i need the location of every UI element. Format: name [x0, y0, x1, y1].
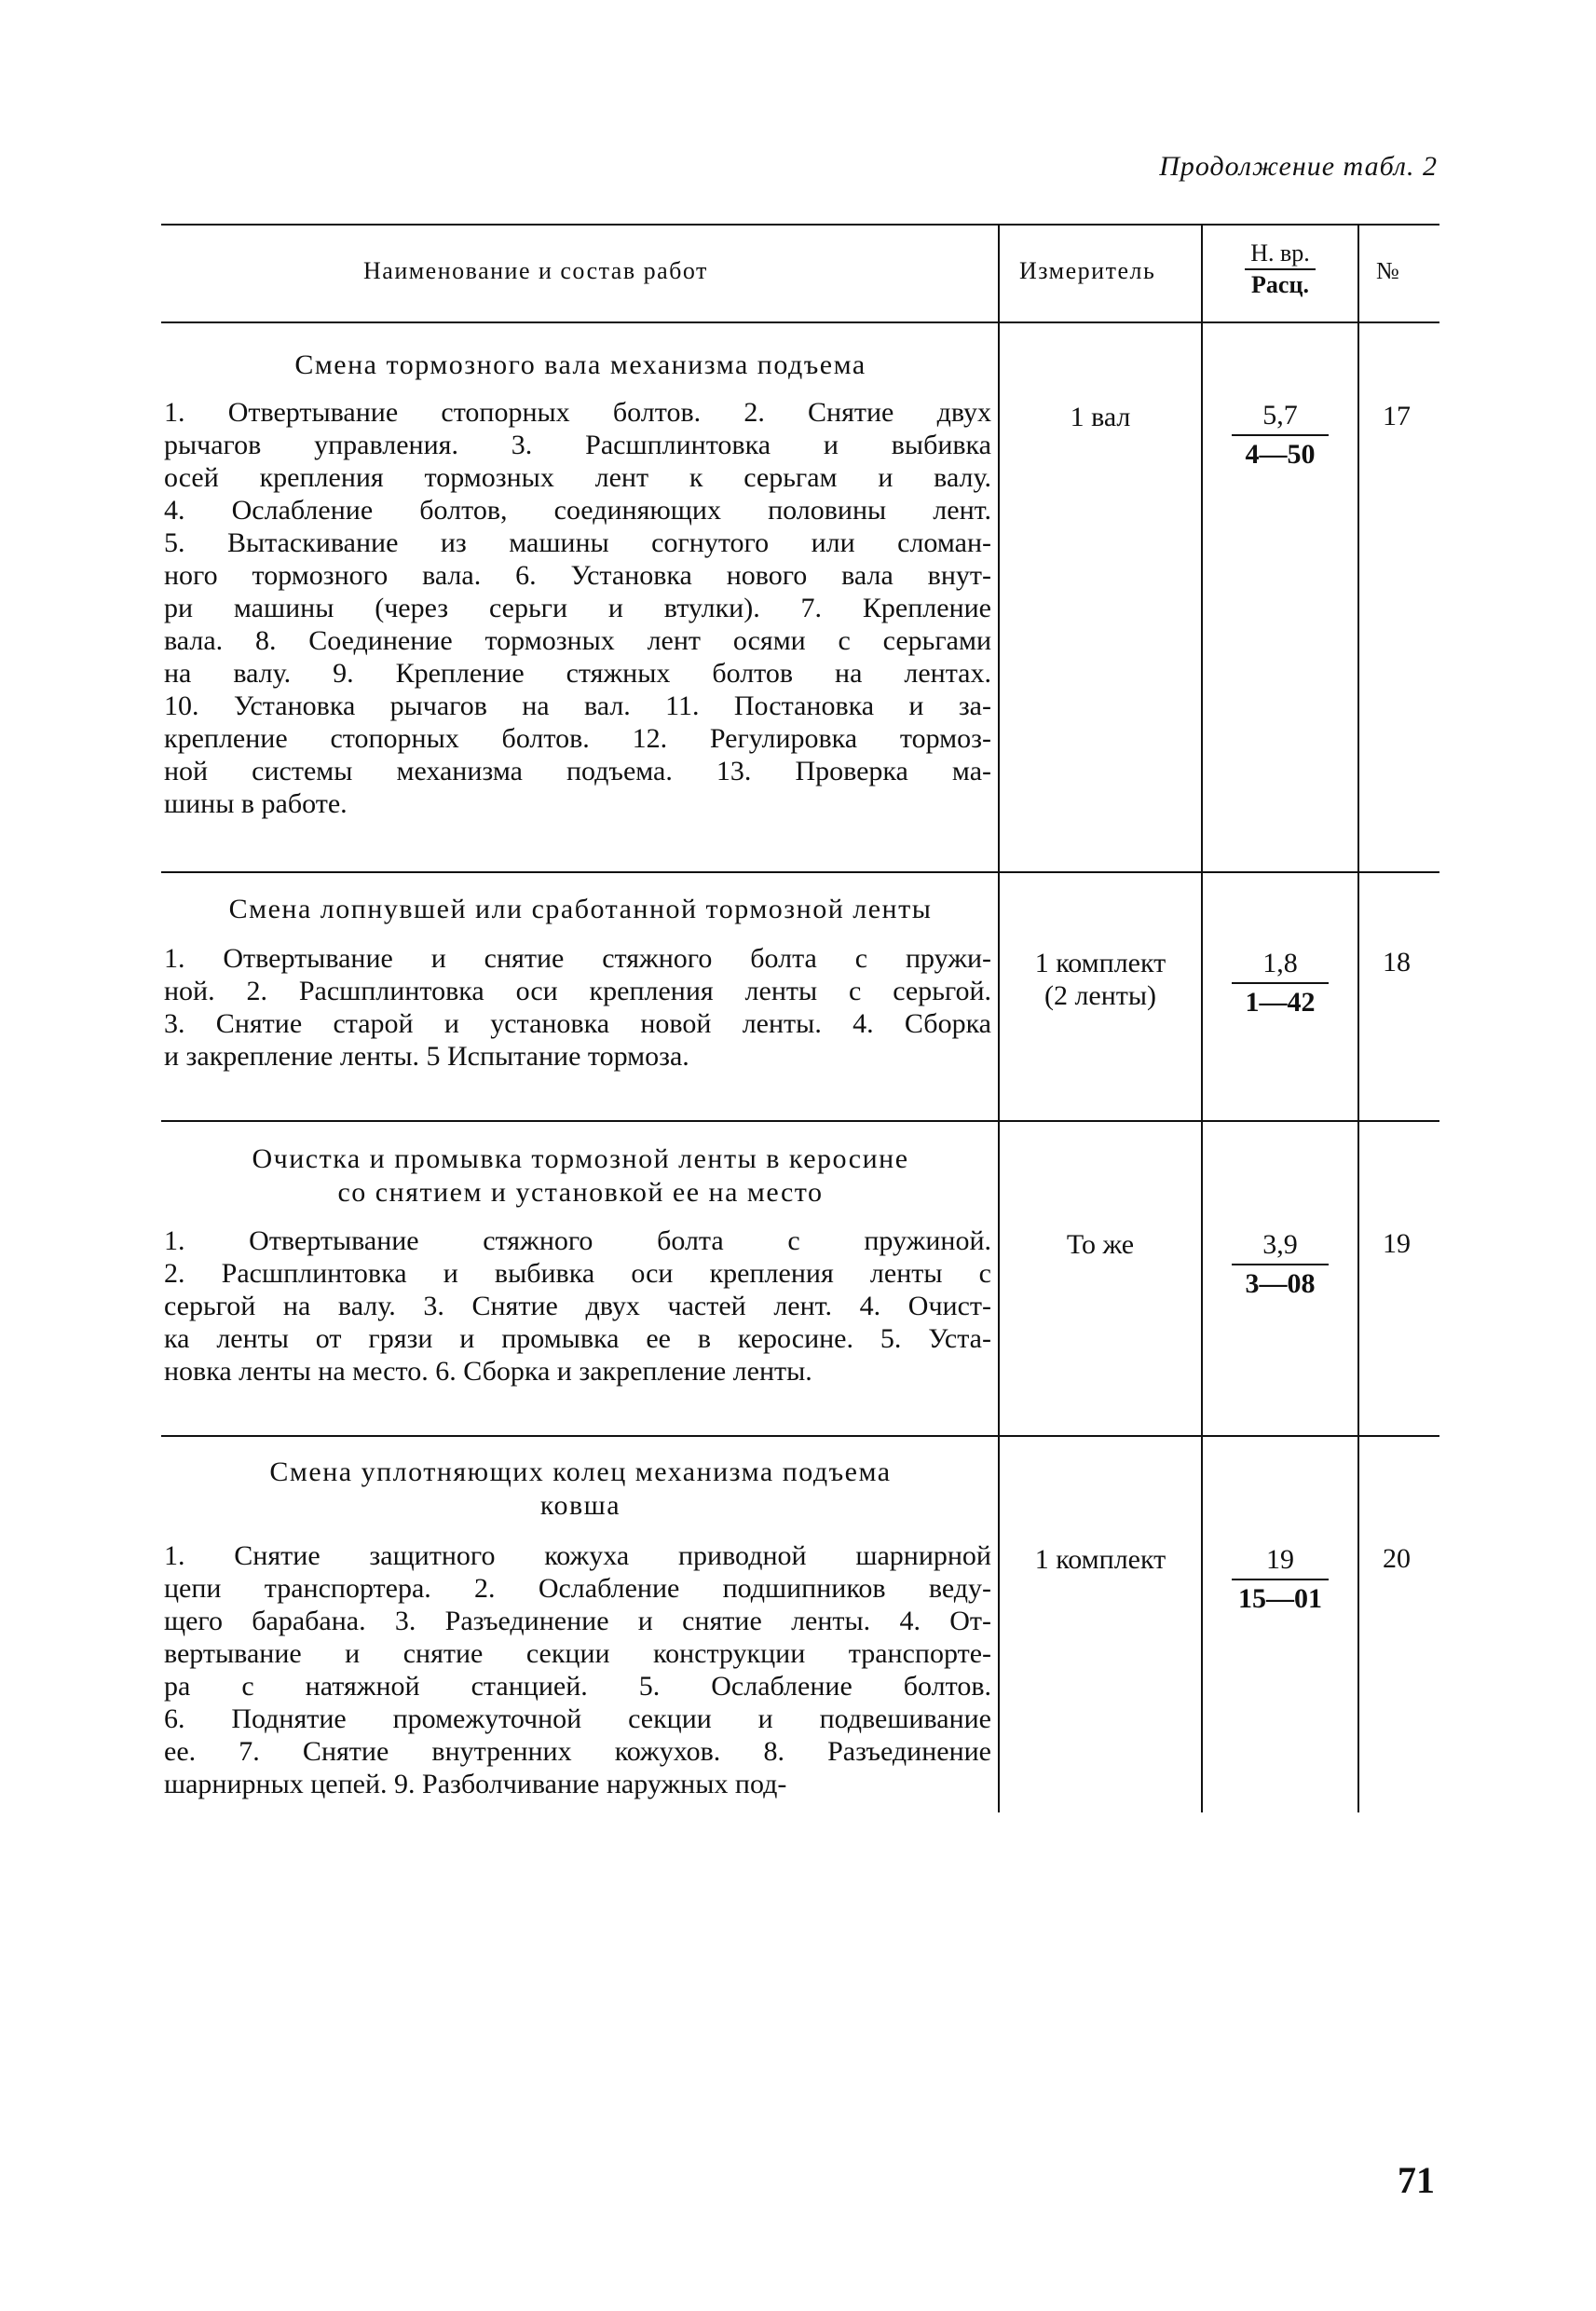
row-divider: [161, 871, 1439, 873]
work-steps: [164, 396, 991, 820]
row-number: 17: [1383, 401, 1411, 431]
header-norm-rate: Расц.: [1251, 271, 1309, 298]
work-steps-line: вертывание и снятие секции конструкции транспорте-: [164, 1638, 991, 1669]
work-title-line: Смена лопнувшей или сработанной тормозной ленты: [228, 894, 933, 924]
work-steps-line: ной системы механизма подъема. 13. Проверка ма-: [164, 756, 991, 786]
norm-time: 19: [1232, 1543, 1329, 1580]
column-rule: [998, 224, 1000, 1812]
work-steps-line: 5. Вытаскивание из машины согнутого или сломан-: [164, 527, 991, 558]
work-steps-line: ра с натяжной станцией. 5. Ослабление болтов.: [164, 1671, 991, 1702]
work-steps-line: 1. Отвертывание и снятие стяжного болта с пружи-: [164, 943, 991, 974]
norm-rate: 15—01: [1238, 1583, 1322, 1614]
work-steps-line: 3. Снятие старой и установка новой ленты. 4. Сборка: [164, 1008, 991, 1039]
work-title-line: Смена тормозного вала механизма подъема: [294, 349, 866, 380]
norm-rate: 4—50: [1245, 439, 1316, 470]
norm-cell: [1204, 399, 1357, 472]
row-number: 19: [1383, 1228, 1411, 1259]
row-number: 18: [1383, 947, 1411, 978]
table-top-rule: [161, 224, 1439, 226]
work-steps-line: шины в работе.: [164, 788, 348, 819]
column-rule: [1201, 224, 1203, 1812]
unit-line: (2 ленты): [1044, 980, 1157, 1011]
unit-cell: [1003, 401, 1198, 433]
unit-line: То же: [1066, 1229, 1135, 1260]
header-unit: Измеритель: [1019, 257, 1156, 284]
norm-time: 1,8: [1232, 947, 1329, 984]
work-steps-line: серьгой на валу. 3. Снятие двух частей лент. 4. Очист-: [164, 1291, 991, 1321]
work-steps-line: осей крепления тормозных лент к серьгам и валу.: [164, 462, 991, 493]
work-steps-line: 1. Отвертывание стопорных болтов. 2. Снятие двух: [164, 397, 991, 428]
work-title: [161, 1142, 1000, 1210]
work-steps-line: вала. 8. Соединение тормозных лент осями с серьгами: [164, 625, 991, 656]
header-norm-time: Н. вр.: [1245, 240, 1316, 270]
work-title-line: Очистка и промывка тормозной ленты в керосине: [252, 1143, 909, 1174]
work-steps-line: щего барабана. 3. Разъединение и снятие ленты. 4. От-: [164, 1606, 991, 1636]
row-divider: [161, 1435, 1439, 1437]
work-steps: [164, 942, 991, 1073]
work-steps-line: 1. Снятие защитного кожуха приводной шарнирной: [164, 1540, 991, 1571]
work-title-line: со снятием и установкой ее на место: [337, 1177, 824, 1208]
work-title: [161, 893, 1000, 926]
work-steps: [164, 1539, 991, 1800]
norm-rate: 1—42: [1245, 987, 1316, 1018]
work-steps-line: ри машины (через серьги и втулки). 7. Крепление: [164, 593, 991, 623]
work-title-line: Смена уплотняющих колец механизма подъема: [269, 1456, 892, 1487]
work-title-line: ковша: [539, 1490, 621, 1521]
page-number: 71: [1398, 2159, 1435, 2201]
work-steps-line: 4. Ослабление болтов, соединяющих половины лент.: [164, 495, 991, 526]
norm-rate: 3—08: [1245, 1268, 1316, 1299]
header-bottom-rule: [161, 321, 1439, 323]
header-name: Наименование и состав работ: [363, 257, 708, 284]
work-steps: [164, 1224, 991, 1388]
work-steps-line: ее. 7. Снятие внутренних кожухов. 8. Разъединение: [164, 1736, 991, 1767]
unit-line: 1 комплект: [1034, 1544, 1166, 1575]
unit-line: 1 комплект: [1034, 948, 1166, 978]
norm-cell: [1204, 947, 1357, 1019]
table-continuation-caption: Продолжение табл. 2: [1159, 151, 1438, 182]
work-steps-line: ка ленты от грязи и промывка ее в керосине. 5. Уста-: [164, 1323, 991, 1354]
unit-cell: [1003, 947, 1198, 1012]
norm-cell: [1204, 1543, 1357, 1616]
work-steps-line: 6. Поднятие промежуточной секции и подвешивание: [164, 1703, 991, 1734]
work-steps-line: шарнирных цепей. 9. Разболчивание наружных под-: [164, 1769, 787, 1799]
work-title: [161, 1456, 1000, 1523]
work-steps-line: крепление стопорных болтов. 12. Регулировка тормоз-: [164, 723, 991, 754]
work-steps-line: 1. Отвертывание стяжного болта с пружиной.: [164, 1225, 991, 1256]
unit-line: 1 вал: [1070, 402, 1131, 432]
norm-cell: [1204, 1228, 1357, 1301]
unit-cell: [1003, 1228, 1198, 1261]
work-steps-line: 2. Расшплинтовка и выбивка оси крепления ленты с: [164, 1258, 991, 1289]
work-steps-line: 10. Установка рычагов на вал. 11. Постановка и за-: [164, 691, 991, 721]
work-steps-line: ного тормозного вала. 6. Установка нового вала внут-: [164, 560, 991, 591]
work-steps-line: на валу. 9. Крепление стяжных болтов на лентах.: [164, 658, 991, 689]
work-steps-line: и закрепление ленты. 5 Испытание тормоза.: [164, 1041, 689, 1072]
work-title: [161, 349, 1000, 382]
work-steps-line: новка ленты на место. 6. Сборка и закрепление ленты.: [164, 1356, 812, 1387]
unit-cell: [1003, 1543, 1198, 1576]
row-number: 20: [1383, 1543, 1411, 1574]
row-divider: [161, 1120, 1439, 1122]
work-steps-line: рычагов управления. 3. Расшплинтовка и выбивка: [164, 430, 991, 460]
header-norm: [1204, 240, 1357, 298]
norm-time: 5,7: [1232, 399, 1329, 436]
work-steps-line: цепи транспортера. 2. Ослабление подшипников веду-: [164, 1573, 991, 1604]
header-number: №: [1376, 257, 1401, 284]
norm-time: 3,9: [1232, 1228, 1329, 1265]
work-steps-line: ной. 2. Расшплинтовка оси крепления ленты с серьгой.: [164, 976, 991, 1006]
